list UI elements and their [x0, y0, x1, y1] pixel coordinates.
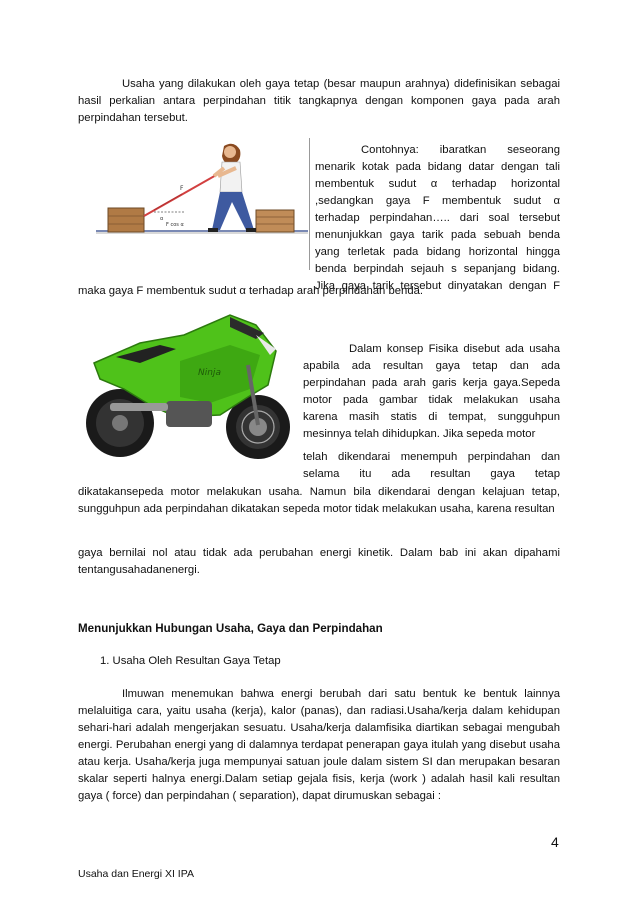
example-line: ,sedangkan gaya F membentuk sudut α — [315, 195, 560, 207]
example-text — [315, 142, 560, 295]
angle-label: α — [160, 216, 164, 222]
motorcycle-line: perpindahan pada arah garis kerja gaya.Sepeda — [303, 377, 560, 389]
motorcycle-line: mesinnya telah dihidupkan. Jika sepeda motor — [303, 428, 536, 440]
example-line: benda berpindah sejauh s sepanjang bidang. — [315, 263, 560, 275]
person-pulling — [208, 144, 256, 232]
motorcycle-continuation: dikatakansepeda motor melakukan usaha. Namun bila dikendarai dengan kelajuan tetap, sungguhpun ada perpindahan dikatakan sepeda motor tidak melakukan usaha, karena resultan — [78, 486, 560, 515]
force-arrow — [154, 194, 182, 210]
subsection-heading: 1. Usaha Oleh Resultan Gaya Tetap — [100, 655, 281, 667]
motorcycle-figure — [80, 305, 302, 465]
section-heading: Menunjukkan Hubungan Usaha, Gaya dan Perpindahan — [78, 622, 383, 635]
exhaust — [110, 403, 168, 411]
example-line: menarik kotak pada bidang datar dengan tali — [315, 161, 560, 173]
example-line: yang terletak pada bidang horizontal hingga — [315, 246, 560, 258]
motorcycle-line: motor pada gambar tidak melakukan usaha — [303, 394, 560, 406]
component-label: F cos α — [166, 222, 184, 228]
force-label: F — [180, 185, 184, 192]
left-crate — [108, 208, 144, 232]
motorcycle-line: Dalam konsep Fisika disebut ada usaha — [349, 343, 560, 355]
motorcycle-line: karena masih statis di tempat, sungguhpun — [303, 411, 560, 423]
motorcycle-text-2 — [303, 449, 560, 483]
example-line: Jika gaya tarik tersebut dinyatakan dengan F — [315, 280, 560, 292]
motorcycle-line: telah dikendarai menempuh perpindahan dan — [303, 451, 560, 463]
energy-paragraph: gaya bernilai nol atau tidak ada perubahan energi kinetik. Dalam bab ini akan dipahami tentangusahadanenergi. — [78, 547, 560, 576]
intro-paragraph: Usaha yang dilakukan oleh gaya tetap (besar maupun arahnya) didefinisikan sebagai hasil perkalian antara perpindahan titik tangkapnya dengan komponen gaya pada arah perpindahan tersebut. — [78, 78, 560, 124]
example-continuation: maka gaya F membentuk sudut α terhadap arah perpindahan benda. — [78, 285, 424, 297]
motorcycle-line: apabila ada resultan gaya tetap dan ada — [303, 360, 560, 372]
page-number: 4 — [551, 834, 559, 850]
example-line: menunjukkan gaya tarik pada sebuah benda — [315, 229, 560, 241]
pulling-box-figure — [96, 138, 308, 246]
right-crate — [256, 210, 294, 232]
motorcycle-illustration — [80, 305, 302, 465]
pulling-box-illustration — [96, 138, 308, 246]
motorcycle-text — [303, 341, 560, 443]
engine — [166, 401, 212, 427]
figure-divider — [309, 138, 310, 270]
example-line: Contohnya: ibaratkan seseorang — [361, 144, 560, 156]
footer-text: Usaha dan Energi XI IPA — [78, 868, 194, 880]
brand-label: Ninja — [198, 368, 221, 378]
motorcycle-line: selama itu ada resultan gaya tetap — [303, 468, 560, 480]
example-line: membentuk sudut α terhadap horizontal — [315, 178, 560, 190]
main-paragraph: Ilmuwan menemukan bahwa energi berubah dari satu bentuk ke bentuk lainnya melaluitiga cara, yaitu usaha (kerja), kalor (panas), dan radiasi.Usaha/kerja dalam kehidupan sehari-hari adalah mengerjakan sesuatu. Usaha/kerja dalamfisika diartikan sebagai mengubah energi. Perubahan energi yang di dalamnya terdapat penerapan gaya itulah yang disebut usaha atau kerja. Usaha/kerja juga mempunyai satuan joule dalam sistem SI dan merupakan besaran skalar seperti halnya energi.Dalam setiap gejala fisis, kerja (work ) adalah hasil kali resultan gaya ( force) dan perpindahan ( separation), dapat dirumuskan sebagai : — [78, 688, 560, 802]
example-line: terhadap perpindahan….. dari soal tersebut — [315, 212, 560, 224]
